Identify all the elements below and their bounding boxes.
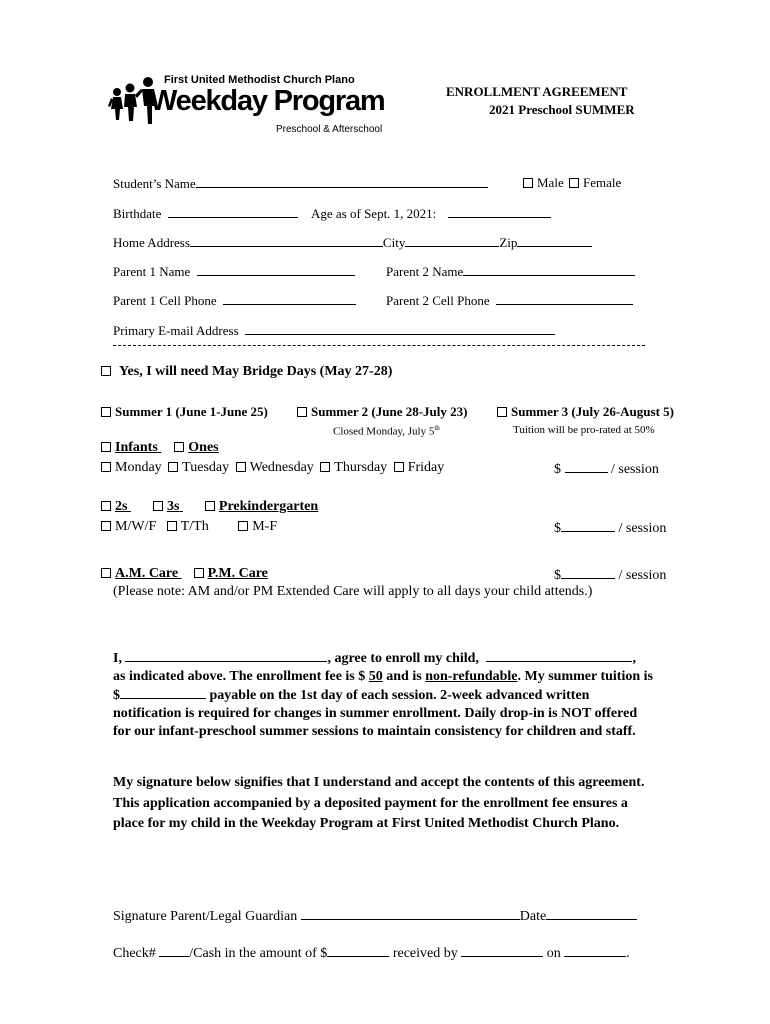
parent2-row <box>386 263 635 280</box>
infant-days-row <box>101 460 444 476</box>
parent2-cell-field[interactable] <box>496 292 633 305</box>
summer2-note-sup: th <box>434 424 440 432</box>
threes-checkbox[interactable] <box>153 501 163 511</box>
non-refundable-text: non-refundable <box>425 669 518 684</box>
pm-care-label: P.M. Care <box>207 566 268 581</box>
check-label: Check# <box>113 946 156 961</box>
birthdate-label: Birthdate <box>113 206 162 221</box>
care-fee-row <box>554 566 666 584</box>
summer2-note-text: Closed Monday, July 5 <box>333 425 435 438</box>
bridge-days-row <box>101 364 392 380</box>
age-row <box>311 205 551 222</box>
parent1-name-field[interactable] <box>197 263 355 276</box>
email-label: Primary E-mail Address <box>113 323 239 338</box>
tth-label: T/Th <box>180 519 209 534</box>
signature-field[interactable] <box>301 907 520 920</box>
zip-field[interactable] <box>517 234 592 247</box>
summer3-note: Tuition will be pro-rated at 50% <box>513 424 655 436</box>
age-field[interactable] <box>448 205 551 218</box>
logo-church-name: First United Methodist Church Plano <box>164 74 355 86</box>
agreement-fee-text: as indicated above. The enrollment fee is $ <box>113 669 366 684</box>
ones-checkbox[interactable] <box>174 442 184 452</box>
care-fee-prefix: $ <box>554 568 561 583</box>
tuition-field[interactable] <box>120 686 206 699</box>
older-fee-field[interactable] <box>561 519 615 532</box>
male-label: Male <box>537 175 564 190</box>
parent1-cell-label: Parent 1 Cell Phone <box>113 293 217 308</box>
threes-label: 3s <box>166 499 180 514</box>
summer2-note <box>333 424 440 438</box>
parent2-cell-row <box>386 292 633 309</box>
parent1-name-label: Parent 1 Name <box>113 264 191 279</box>
agreement-i: I, <box>113 651 122 666</box>
received-by-field[interactable] <box>461 944 543 957</box>
signature-label: Signature Parent/Legal Guardian <box>113 909 298 924</box>
female-label: Female <box>582 175 622 190</box>
summer1-label: Summer 1 (June 1-June 25) <box>115 404 268 419</box>
wednesday-label: Wednesday <box>249 460 314 475</box>
agreement-comma: , <box>632 651 636 666</box>
parent2-name-field[interactable] <box>463 263 635 276</box>
email-field[interactable] <box>245 322 555 335</box>
student-name-row <box>113 175 488 192</box>
summer2-label: Summer 2 (June 28-July 23) <box>311 404 468 419</box>
infant-fee-prefix: $ <box>554 462 561 477</box>
infant-fee-suffix: / session <box>611 462 659 477</box>
infants-label: Infants <box>115 440 158 455</box>
schedule-row <box>101 519 277 535</box>
am-care-label: A.M. Care <box>115 566 179 581</box>
page-subtitle: 2021 Preschool SUMMER <box>489 102 635 117</box>
section-divider <box>113 345 645 346</box>
page-title: ENROLLMENT AGREEMENT <box>446 84 628 99</box>
check-number-field[interactable] <box>159 944 189 957</box>
payment-row <box>113 944 630 962</box>
signature-row <box>113 907 637 925</box>
older-fee-prefix: $ <box>554 521 561 536</box>
mf-checkbox[interactable] <box>238 521 248 531</box>
agreement-policy-text: payable on the 1st day of each session. 2-week advanced written notification is required for changes in summer enrollment. Daily drop-in is NOT offered for our infant-preschool summer sessions to maintain consistency for children and staff. <box>113 688 638 739</box>
tuesday-checkbox[interactable] <box>168 462 178 472</box>
agreement-enroll-text: , agree to enroll my child, <box>327 651 479 666</box>
child-name-field[interactable] <box>486 649 632 662</box>
home-address-field[interactable] <box>190 234 383 247</box>
date-field[interactable] <box>546 907 637 920</box>
parent-name-field[interactable] <box>125 649 327 662</box>
summer3-checkbox[interactable] <box>497 407 507 417</box>
summer1-option <box>101 404 268 420</box>
address-row <box>113 234 592 251</box>
received-label: received by <box>392 946 458 961</box>
birthdate-field[interactable] <box>168 205 298 218</box>
logo-program-name: Weekday Program <box>150 85 385 117</box>
infant-fee-row <box>554 460 659 478</box>
tth-checkbox[interactable] <box>167 521 177 531</box>
payment-period: . <box>626 946 630 961</box>
parent1-row <box>113 263 355 280</box>
agreement-paragraph <box>113 649 653 741</box>
parent2-name-label: Parent 2 Name <box>386 264 464 279</box>
parent1-cell-field[interactable] <box>223 292 356 305</box>
monday-checkbox[interactable] <box>101 462 111 472</box>
home-address-label: Home Address <box>113 235 190 250</box>
older-fee-row <box>554 519 666 537</box>
logo <box>108 72 388 138</box>
infant-fee-field[interactable] <box>565 460 608 473</box>
wednesday-checkbox[interactable] <box>236 462 246 472</box>
received-date-field[interactable] <box>564 944 626 957</box>
date-label: Date <box>519 909 547 924</box>
infants-ones-row <box>101 440 219 456</box>
city-label: City <box>382 235 406 250</box>
friday-label: Friday <box>407 460 445 475</box>
student-name-label: Student’s Name <box>113 176 196 191</box>
female-checkbox[interactable] <box>569 178 579 188</box>
twos-label: 2s <box>115 499 128 514</box>
on-label: on <box>546 946 561 961</box>
monday-label: Monday <box>115 460 162 475</box>
city-field[interactable] <box>405 234 499 247</box>
amount-field[interactable] <box>327 944 389 957</box>
summer3-label: Summer 3 (July 26-August 5) <box>511 404 674 419</box>
parent1-cell-row <box>113 292 356 309</box>
gender-row <box>523 175 621 191</box>
agreement-and-is: and is <box>386 669 422 684</box>
agreement-tuition-text: . My summer tuition is $ <box>113 669 653 703</box>
tuesday-label: Tuesday <box>182 460 230 475</box>
email-row <box>113 322 555 339</box>
friday-checkbox[interactable] <box>394 462 404 472</box>
age-label: Age as of Sept. 1, 2021: <box>311 206 437 221</box>
logo-tagline: Preschool & Afterschool <box>276 124 383 135</box>
care-note: (Please note: AM and/or PM Extended Care will apply to all days your child attends.) <box>113 584 593 599</box>
care-row <box>101 566 268 582</box>
bridge-days-label: Yes, I will need May Bridge Days (May 27-28) <box>119 364 393 379</box>
enrollment-fee-value: 50 <box>368 669 383 684</box>
zip-label: Zip <box>499 235 518 250</box>
infants-checkbox[interactable] <box>101 442 111 452</box>
prek-label: Prekindergarten <box>218 499 319 514</box>
summer2-option <box>297 404 467 420</box>
summer1-checkbox[interactable] <box>101 407 111 417</box>
prek-checkbox[interactable] <box>205 501 215 511</box>
student-name-field[interactable] <box>196 175 488 188</box>
acknowledgement-paragraph: My signature below signifies that I understand and accept the contents of this agreement. This application accompanied by a deposited payment for the enrollment fee ensures a place for my child in the Weekday Program at First United Methodist Church Plano. <box>113 775 645 831</box>
am-care-checkbox[interactable] <box>101 568 111 578</box>
thursday-checkbox[interactable] <box>320 462 330 472</box>
older-fee-suffix: / session <box>618 521 667 536</box>
pm-care-checkbox[interactable] <box>194 568 204 578</box>
bridge-days-checkbox[interactable] <box>101 366 111 376</box>
cash-label: /Cash in the amount of $ <box>189 946 328 961</box>
care-fee-suffix: / session <box>618 568 667 583</box>
thursday-label: Thursday <box>334 460 388 475</box>
birthdate-row <box>113 205 298 222</box>
mwf-label: M/W/F <box>115 519 157 534</box>
parent2-cell-label: Parent 2 Cell Phone <box>386 293 490 308</box>
age-group-row <box>101 499 318 515</box>
mf-label: M-F <box>252 519 278 534</box>
care-fee-field[interactable] <box>561 566 615 579</box>
ones-label: Ones <box>188 440 219 455</box>
twos-checkbox[interactable] <box>101 501 111 511</box>
mwf-checkbox[interactable] <box>101 521 111 531</box>
male-checkbox[interactable] <box>523 178 533 188</box>
summer3-option <box>497 404 674 420</box>
summer2-checkbox[interactable] <box>297 407 307 417</box>
